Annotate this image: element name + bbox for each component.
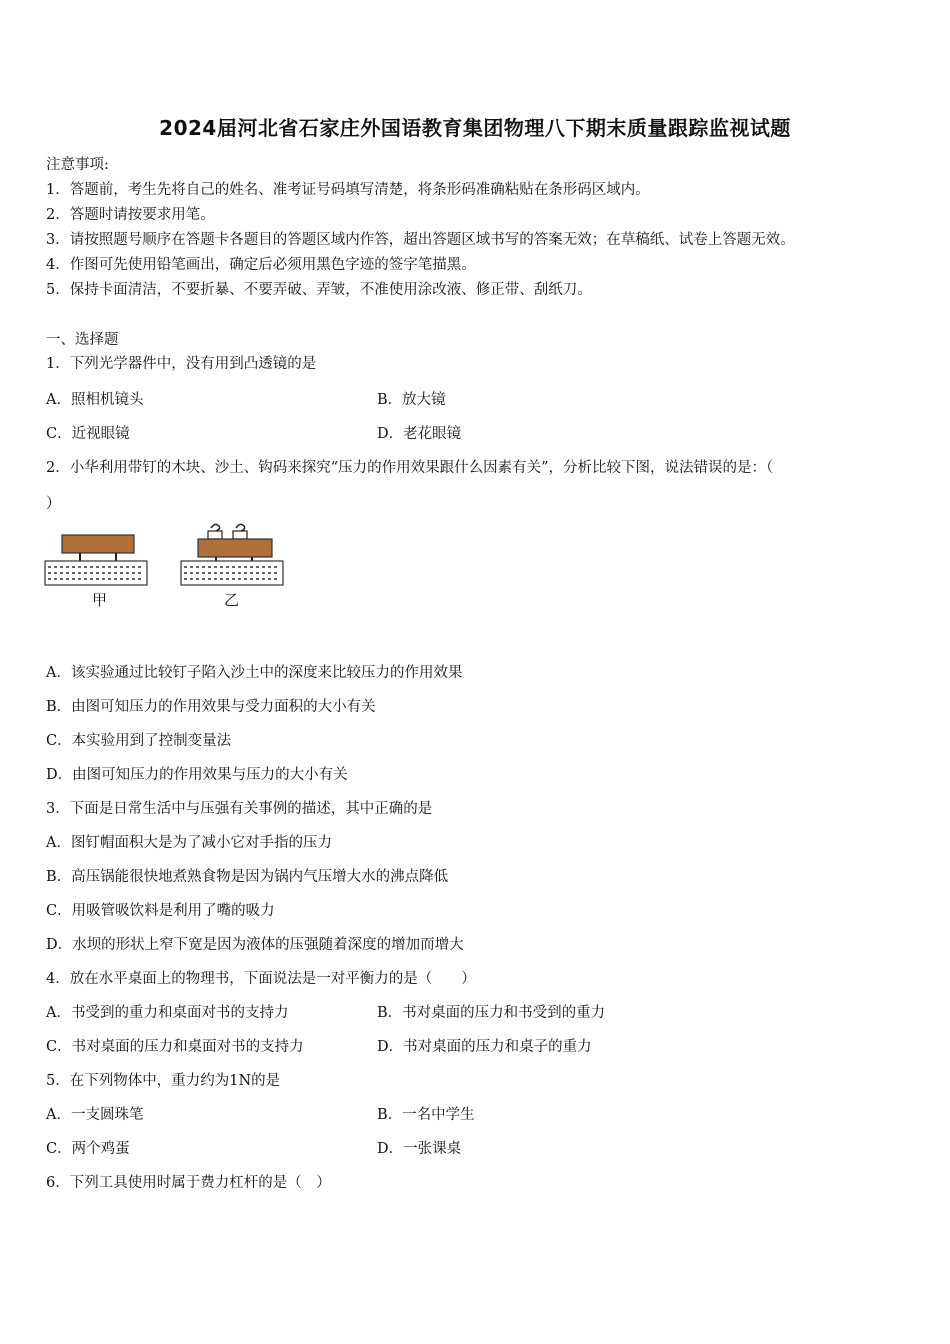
question-4-stem: 4．放在水平桌面上的物理书，下面说法是一对平衡力的是（ ） <box>46 971 476 987</box>
q4-option-d: D．书对桌面的压力和桌子的重力 <box>377 1039 592 1055</box>
q2-option-a: A．该实验通过比较钉子陷入沙土中的深度来比较压力的作用效果 <box>46 665 463 681</box>
figure-yi <box>180 518 286 590</box>
wood-block <box>62 535 134 553</box>
notice-item: 2．答题时请按要求用笔。 <box>46 207 215 223</box>
q5-option-b: B．一名中学生 <box>377 1107 475 1123</box>
wood-block <box>198 539 272 557</box>
notice-heading: 注意事项: <box>46 157 109 173</box>
q3-option-c: C．用吸管吸饮料是利用了嘴的吸力 <box>46 903 275 919</box>
q4-option-c: C．书对桌面的压力和桌面对书的支持力 <box>46 1039 304 1055</box>
q1-option-a: A．照相机镜头 <box>46 392 144 408</box>
q2-option-d: D．由图可知压力的作用效果与压力的大小有关 <box>46 767 348 783</box>
q1-option-d: D．老花眼镜 <box>377 426 462 442</box>
q1-option-c: C．近视眼镜 <box>46 426 130 442</box>
q5-option-d: D．一张课桌 <box>377 1141 462 1157</box>
q2-option-c: C．本实验用到了控制变量法 <box>46 733 232 749</box>
q1-option-b: B．放大镜 <box>377 392 446 408</box>
q3-option-a: A．图钉帽面积大是为了减小它对手指的压力 <box>46 835 332 851</box>
q3-option-d: D．水坝的形状上窄下宽是因为液体的压强随着深度的增加而增大 <box>46 937 464 953</box>
q3-option-b: B．高压锅能很快地煮熟食物是因为锅内气压增大水的沸点降低 <box>46 869 449 885</box>
figure-label-yi: 乙 <box>224 591 240 609</box>
notice-item: 1．答题前，考生先将自己的姓名、准考证号码填写清楚，将条形码准确粘贴在条形码区域内。 <box>46 182 650 198</box>
q4-option-b: B．书对桌面的压力和书受到的重力 <box>377 1005 606 1021</box>
q2-option-b: B．由图可知压力的作用效果与受力面积的大小有关 <box>46 699 376 715</box>
notice-item: 4．作图可先使用铅笔画出，确定后必须用黑色字迹的签字笔描黑。 <box>46 257 476 273</box>
q5-option-a: A．一支圆珠笔 <box>46 1107 144 1123</box>
notice-item: 5．保持卡面清洁，不要折暴、不要弄破、弄皱，不准使用涂改液、修正带、刮纸刀。 <box>46 282 592 298</box>
hook-weight <box>208 524 222 539</box>
question-5-stem: 5．在下列物体中，重力约为1N的是 <box>46 1073 281 1089</box>
hook-weight <box>233 524 247 539</box>
question-2-stem: 2．小华利用带钉的木块、沙土、钩码来探究“压力的作用效果跟什么因素有关”，分析比较下图，说法错误的是：（ <box>46 460 774 476</box>
page-title: 2024届河北省石家庄外国语教育集团物理八下期末质量跟踪监视试题 <box>159 116 791 140</box>
figure-label-jia: 甲 <box>92 591 108 609</box>
question-1-stem: 1．下列光学器件中，没有用到凸透镜的是 <box>46 356 317 372</box>
q5-option-c: C．两个鸡蛋 <box>46 1141 130 1157</box>
q4-option-a: A．书受到的重力和桌面对书的支持力 <box>46 1005 289 1021</box>
section-heading: 一、选择题 <box>46 332 119 348</box>
notice-item: 3．请按照题号顺序在答题卡各题目的答题区域内作答，超出答题区域书写的答案无效；在草稿纸、试卷上答题无效。 <box>46 232 795 248</box>
question-3-stem: 3．下面是日常生活中与压强有关事例的描述，其中正确的是 <box>46 801 433 817</box>
question-6-stem: 6．下列工具使用时属于费力杠杆的是（ ） <box>46 1175 331 1191</box>
question-2-stem-end: ） <box>46 496 61 512</box>
figure-jia <box>44 532 150 590</box>
